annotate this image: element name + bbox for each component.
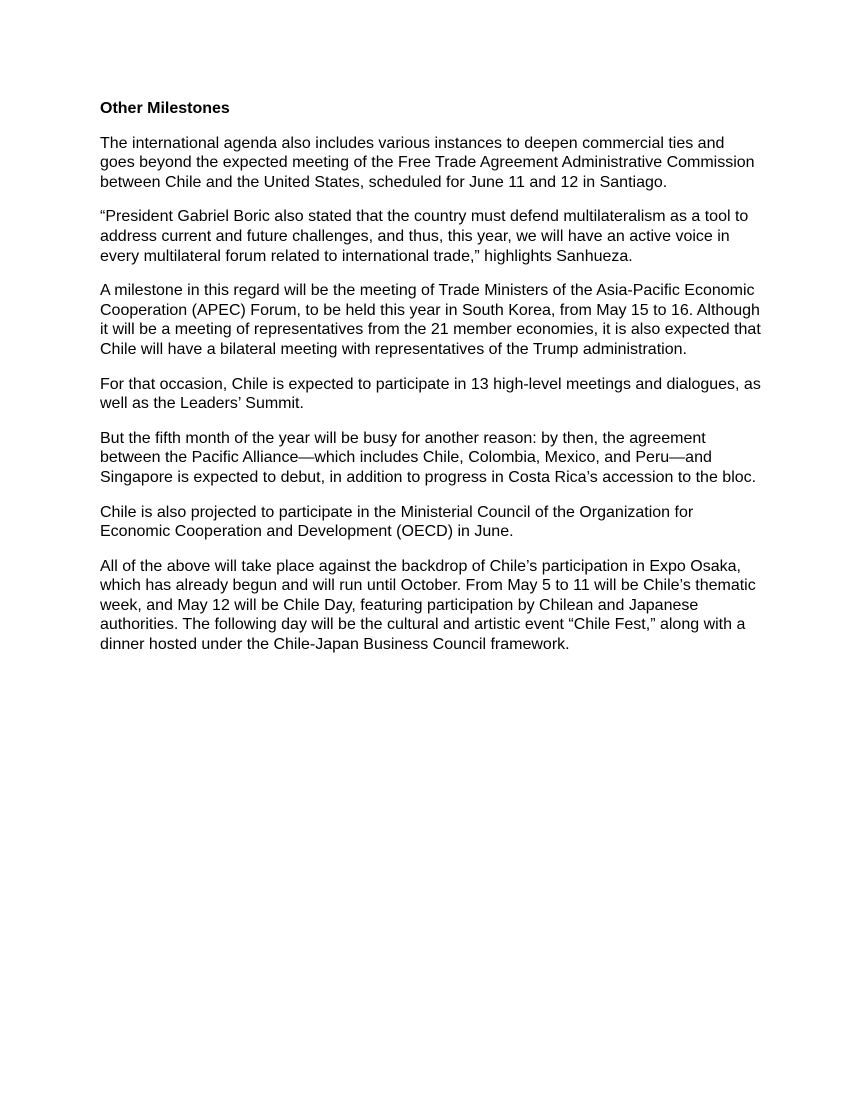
paragraph-oecd: Chile is also projected to participate in the Ministerial Council of the Organization for Economic Cooperation and Development (OECD) in June. bbox=[100, 503, 694, 541]
paragraph-agenda: The international agenda also includes various instances to deepen commercial ties and goes beyond the expected meeting of the Free Trade Agreement Administrative Commission between Chile and the United States, scheduled for June 11 and 12 in Santiago. bbox=[100, 134, 755, 191]
section-heading: Other Milestones bbox=[100, 100, 230, 117]
paragraph-expo-osaka: All of the above will take place against the backdrop of Chile’s participation in Expo Osaka, which has already begun and will run until October. From May 5 to 11 will be Chile’s thematic week, and May 12 will be Chile Day, featuring participation by Chilean and Japanese authorities. The following day will be the cultural and artistic event “Chile Fest,” along with a dinner hosted under the Chile-Japan Business Council framework. bbox=[100, 557, 756, 654]
paragraph-apec: A milestone in this regard will be the meeting of Trade Ministers of the Asia-Pacific Economic Cooperation (APEC) Forum, to be held this year in South Korea, from May 15 to 16. Although it will be a meeting of representatives from the 21 member economies, it is also expected that Chile will have a bilateral meeting with representatives of the Trump administration. bbox=[100, 282, 761, 358]
paragraph-boric-quote: “President Gabriel Boric also stated that the country must defend multilateralism as a tool to address current and future challenges, and thus, this year, we will have an active voice in every multilateral forum related to international trade,” highlights Sanhueza. bbox=[100, 208, 749, 265]
paragraph-leaders-summit: For that occasion, Chile is expected to participate in 13 high-level meetings and dialogues, as well as the Leaders’ Summit. bbox=[100, 375, 761, 413]
paragraph-pacific-alliance: But the fifth month of the year will be busy for another reason: by then, the agreement between the Pacific Alliance—which includes Chile, Colombia, Mexico, and Peru—and Singapore is expected to debut, in addition to progress in Costa Rica’s accession to the bloc. bbox=[100, 429, 757, 486]
document-page bbox=[100, 99, 762, 655]
